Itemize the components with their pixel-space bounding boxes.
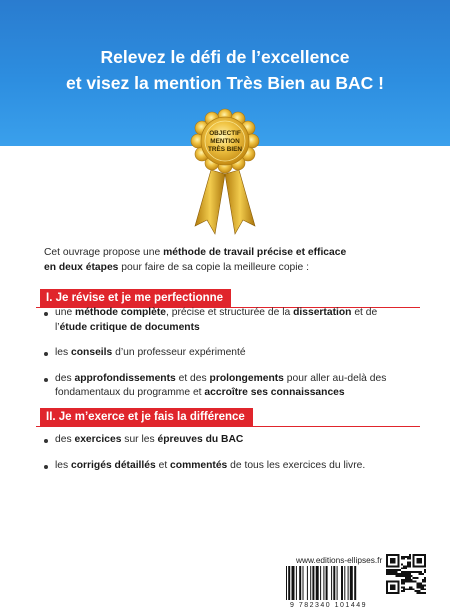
qr-cell [403, 571, 405, 573]
barcode-bar [296, 566, 297, 600]
qr-cell [413, 556, 415, 558]
barcode-bar [348, 566, 349, 600]
barcode-icon [284, 566, 380, 606]
qr-cell [394, 558, 396, 560]
qr-cell [386, 583, 388, 585]
qr-cell [405, 556, 407, 558]
qr-cell [407, 564, 409, 566]
qr-cell [394, 592, 396, 594]
qr-cell [386, 584, 388, 586]
qr-cell [411, 581, 413, 583]
qr-cell [418, 565, 420, 567]
qr-cell [409, 562, 411, 564]
qr-cell [413, 562, 415, 564]
qr-cell [396, 573, 398, 575]
section-2-title: II. Je m’exerce et je fais la différence [40, 408, 253, 426]
qr-cell [424, 554, 426, 556]
qr-cell [418, 571, 420, 573]
qr-cell [420, 560, 422, 562]
barcode-bar [333, 566, 335, 600]
qr-cell [392, 586, 394, 588]
barcode-bar [292, 566, 295, 600]
qr-cell [386, 573, 388, 575]
qr-cell [418, 586, 420, 588]
qr-cell [386, 560, 388, 562]
qr-cell [396, 592, 398, 594]
qr-cell [386, 592, 388, 594]
qr-cell [390, 569, 392, 571]
qr-cell [401, 567, 403, 569]
qr-cell [420, 584, 422, 586]
qr-cell [394, 586, 396, 588]
qr-cell [424, 560, 426, 562]
qr-cell [420, 588, 422, 590]
qr-cell [390, 588, 392, 590]
qr-cell [397, 556, 399, 558]
qr-cell [397, 558, 399, 560]
qr-cell [422, 573, 424, 575]
qr-cell [386, 569, 388, 571]
intro-bold-2: en deux étapes [44, 261, 119, 273]
qr-cell [405, 577, 407, 579]
qr-cell [424, 579, 426, 581]
qr-cell [411, 571, 413, 573]
qr-cell [394, 581, 396, 583]
qr-cell [403, 575, 405, 577]
qr-cell [424, 556, 426, 558]
qr-cell [407, 581, 409, 583]
qr-cell [394, 565, 396, 567]
qr-cell [403, 586, 405, 588]
qr-cell [416, 554, 418, 556]
qr-cell [392, 558, 394, 560]
intro-text: Cet ouvrage propose une [44, 247, 164, 258]
intro-text-2: pour faire de sa copie la meilleure copie : [118, 261, 310, 273]
section-2-divider [36, 426, 420, 427]
qr-cell [403, 558, 405, 560]
qr-cell [424, 562, 426, 564]
qr-cell [401, 564, 403, 566]
qr-cell [416, 590, 418, 592]
barcode-bar [286, 566, 287, 600]
qr-cell [392, 581, 394, 583]
section-1-title: I. Je révise et je me perfectionne [40, 289, 231, 307]
qr-cell [422, 586, 424, 588]
qr-cell [390, 584, 392, 586]
qr-cell [407, 562, 409, 564]
qr-cell [403, 556, 405, 558]
list-item: des exercices sur les épreuves du BAC [44, 433, 424, 448]
barcode-bar [354, 566, 356, 600]
qr-cell [405, 588, 407, 590]
qr-cell [424, 577, 426, 579]
qr-cell [397, 590, 399, 592]
qr-cell [422, 554, 424, 556]
qr-cell [407, 571, 409, 573]
qr-cell [394, 554, 396, 556]
list-item: une méthode complète, précise et structurée de la dissertation et de l’étude critique de documents [44, 306, 424, 335]
qr-cell [416, 558, 418, 560]
qr-cell [396, 554, 398, 556]
qr-cell [386, 558, 388, 560]
qr-cell [424, 584, 426, 586]
qr-cell [394, 569, 396, 571]
list-item: les corrigés détaillés et commentés de tous les exercices du livre. [44, 459, 424, 474]
qr-cell [422, 592, 424, 594]
barcode-bar [307, 566, 308, 600]
qr-cell [397, 586, 399, 588]
medal-text-3: TRÈS BIEN [207, 146, 243, 153]
qr-cell [396, 565, 398, 567]
qr-cell [411, 588, 413, 590]
qr-code-icon[interactable] [386, 554, 426, 594]
qr-cell [390, 581, 392, 583]
qr-cell [416, 577, 418, 579]
rosette-medal-icon [175, 108, 275, 236]
qr-cell [397, 565, 399, 567]
qr-cell [413, 581, 415, 583]
qr-cell [403, 583, 405, 585]
qr-cell [390, 554, 392, 556]
section-2-header [40, 407, 420, 427]
qr-cell [422, 581, 424, 583]
isbn-number: 9 782340 101449 [290, 602, 367, 609]
qr-cell [415, 577, 417, 579]
qr-cell [388, 573, 390, 575]
barcode-bar [316, 566, 319, 600]
qr-cell [418, 583, 420, 585]
qr-cell [405, 571, 407, 573]
list-item: les conseils d’un professeur expérimenté [44, 346, 424, 361]
qr-cell [420, 583, 422, 585]
banner-line-2: et visez la mention Très Bien au BAC ! [66, 73, 384, 93]
barcode-bar [350, 566, 353, 600]
qr-cell [413, 564, 415, 566]
qr-cell [396, 575, 398, 577]
qr-cell [397, 564, 399, 566]
qr-cell [401, 556, 403, 558]
qr-cell [416, 560, 418, 562]
qr-cell [394, 571, 396, 573]
qr-cell [413, 577, 415, 579]
qr-cell [409, 575, 411, 577]
qr-cell [420, 562, 422, 564]
qr-cell [415, 590, 417, 592]
qr-cell [409, 556, 411, 558]
qr-cell [401, 573, 403, 575]
qr-cell [394, 584, 396, 586]
qr-cell [411, 586, 413, 588]
qr-cell [390, 560, 392, 562]
qr-cell [418, 590, 420, 592]
qr-cell [407, 575, 409, 577]
qr-cell [409, 577, 411, 579]
qr-cell [396, 581, 398, 583]
qr-cell [420, 586, 422, 588]
qr-cell [416, 592, 418, 594]
publisher-website[interactable]: www.editions-ellipses.fr [296, 555, 383, 565]
section-1-header [40, 288, 420, 308]
barcode-bar [341, 566, 343, 600]
qr-cell [413, 560, 415, 562]
qr-cell [424, 564, 426, 566]
qr-cell [394, 562, 396, 564]
list-item: des approfondissements et des prolongements pour aller au-delà des fondamentaux du programme et accroître ses connaissances [44, 372, 424, 401]
qr-cell [411, 579, 413, 581]
qr-cell [386, 590, 388, 592]
qr-cell [418, 584, 420, 586]
qr-cell [394, 588, 396, 590]
qr-cell [390, 592, 392, 594]
qr-cell [390, 562, 392, 564]
qr-cell [386, 554, 388, 556]
barcode-bar [288, 566, 290, 600]
qr-cell [397, 573, 399, 575]
barcode-bar [323, 566, 324, 600]
qr-cell [416, 565, 418, 567]
qr-cell [416, 571, 418, 573]
qr-cell [386, 556, 388, 558]
qr-cell [392, 562, 394, 564]
qr-cell [413, 554, 415, 556]
qr-cell [386, 581, 388, 583]
qr-cell [403, 590, 405, 592]
qr-cell [394, 560, 396, 562]
qr-cell [422, 579, 424, 581]
qr-cell [424, 581, 426, 583]
qr-cell [401, 583, 403, 585]
intro-bold: méthode de travail précise et efficace [163, 247, 347, 258]
qr-cell [420, 554, 422, 556]
qr-cell [390, 573, 392, 575]
qr-cell [405, 575, 407, 577]
qr-cell [390, 571, 392, 573]
qr-cell [418, 560, 420, 562]
barcode-bar [310, 566, 311, 600]
qr-cell [407, 573, 409, 575]
qr-cell [397, 592, 399, 594]
qr-cell [409, 565, 411, 567]
qr-cell [386, 565, 388, 567]
qr-cell [418, 558, 420, 560]
qr-cell [397, 583, 399, 585]
qr-cell [390, 565, 392, 567]
qr-cell [409, 554, 411, 556]
qr-cell [397, 575, 399, 577]
qr-cell [418, 554, 420, 556]
medal-text-1: OBJECTIF [209, 130, 241, 137]
qr-cell [388, 569, 390, 571]
qr-cell [411, 575, 413, 577]
qr-cell [388, 581, 390, 583]
qr-cell [392, 554, 394, 556]
qr-cell [409, 564, 411, 566]
qr-cell [424, 558, 426, 560]
qr-cell [386, 586, 388, 588]
qr-cell [392, 588, 394, 590]
section-2-list [44, 433, 424, 473]
medal-text-2: MENTION [210, 138, 240, 145]
barcode-bar [326, 566, 328, 600]
qr-cell [420, 565, 422, 567]
qr-cell [390, 558, 392, 560]
intro-paragraph [44, 246, 424, 275]
qr-cell [407, 577, 409, 579]
qr-cell [416, 584, 418, 586]
qr-cell [415, 581, 417, 583]
qr-cell [409, 588, 411, 590]
qr-cell [415, 571, 417, 573]
qr-cell [397, 581, 399, 583]
qr-cell [403, 579, 405, 581]
qr-cell [386, 562, 388, 564]
qr-cell [415, 554, 417, 556]
barcode-bar [312, 566, 314, 600]
qr-cell [401, 590, 403, 592]
qr-cell [399, 573, 401, 575]
qr-cell [401, 586, 403, 588]
qr-cell [386, 571, 388, 573]
qr-cell [422, 565, 424, 567]
qr-cell [399, 569, 401, 571]
qr-cell [424, 588, 426, 590]
qr-cell [422, 584, 424, 586]
qr-cell [418, 562, 420, 564]
qr-cell [420, 592, 422, 594]
qr-cell [392, 573, 394, 575]
qr-cell [392, 584, 394, 586]
qr-cell [405, 573, 407, 575]
qr-cell [407, 588, 409, 590]
qr-cell [399, 575, 401, 577]
qr-cell [409, 558, 411, 560]
barcode-bar [320, 566, 321, 600]
qr-cell [388, 592, 390, 594]
qr-cell [424, 569, 426, 571]
qr-cell [392, 569, 394, 571]
qr-cell [424, 565, 426, 567]
qr-cell [397, 562, 399, 564]
qr-cell [413, 571, 415, 573]
qr-cell [405, 579, 407, 581]
qr-cell [413, 565, 415, 567]
qr-cell [407, 565, 409, 567]
barcode-bar [331, 566, 332, 600]
qr-cell [401, 579, 403, 581]
barcode-bar [337, 566, 338, 600]
qr-cell [416, 586, 418, 588]
qr-cell [409, 581, 411, 583]
qr-cell [420, 573, 422, 575]
barcode-bar [299, 566, 301, 600]
qr-cell [416, 583, 418, 585]
qr-cell [413, 558, 415, 560]
qr-cell [397, 560, 399, 562]
qr-cell [422, 588, 424, 590]
qr-cell [388, 554, 390, 556]
qr-cell [403, 588, 405, 590]
qr-cell [418, 592, 420, 594]
qr-cell [386, 588, 388, 590]
banner-title [0, 44, 450, 96]
qr-cell [403, 581, 405, 583]
qr-cell [420, 571, 422, 573]
qr-cell [397, 588, 399, 590]
qr-cell [407, 556, 409, 558]
qr-cell [405, 567, 407, 569]
qr-cell [394, 573, 396, 575]
qr-cell [397, 569, 399, 571]
qr-cell [396, 571, 398, 573]
qr-cell [403, 565, 405, 567]
qr-cell [392, 571, 394, 573]
qr-cell [405, 581, 407, 583]
qr-cell [401, 558, 403, 560]
qr-cell [420, 558, 422, 560]
qr-cell [392, 560, 394, 562]
qr-cell [416, 562, 418, 564]
qr-cell [397, 554, 399, 556]
qr-cell [401, 571, 403, 573]
qr-cell [424, 592, 426, 594]
qr-cell [401, 581, 403, 583]
qr-cell [401, 575, 403, 577]
banner-line-1: Relevez le défi de l’excellence [100, 47, 350, 67]
qr-cell [388, 565, 390, 567]
qr-cell [409, 579, 411, 581]
qr-cell [407, 558, 409, 560]
section-1-list [44, 306, 424, 401]
qr-cell [403, 567, 405, 569]
qr-cell [396, 569, 398, 571]
qr-cell [409, 586, 411, 588]
qr-cell [392, 565, 394, 567]
barcode-bar [344, 566, 345, 600]
qr-cell [388, 571, 390, 573]
qr-cell [415, 565, 417, 567]
qr-cell [409, 573, 411, 575]
qr-cell [386, 564, 388, 566]
qr-cell [405, 565, 407, 567]
qr-cell [390, 586, 392, 588]
qr-cell [424, 571, 426, 573]
barcode-bar [303, 566, 304, 600]
qr-cell [403, 573, 405, 575]
qr-cell [413, 588, 415, 590]
qr-cell [407, 579, 409, 581]
qr-cell [397, 584, 399, 586]
qr-cell [409, 571, 411, 573]
qr-cell [418, 573, 420, 575]
qr-cell [392, 592, 394, 594]
